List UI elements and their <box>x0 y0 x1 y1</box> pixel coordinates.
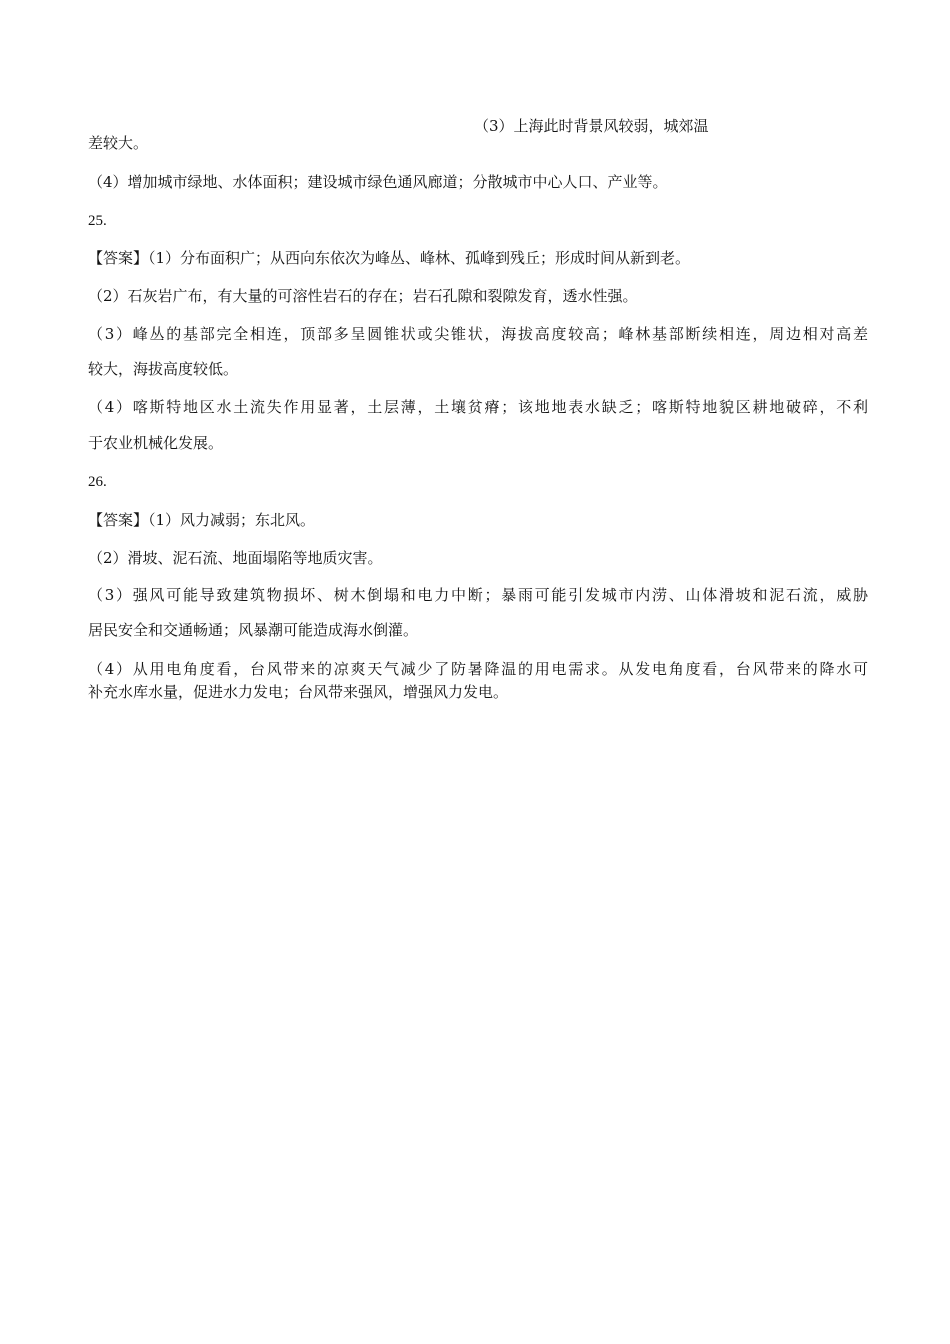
q26-answer-2: （2）滑坡、泥石流、地面塌陷等地质灾害。 <box>88 549 383 567</box>
q25-answer-3-line2: 较大，海拔高度较低。 <box>88 360 239 378</box>
q26-answer-1: 【答案】（1）风力减弱；东北风。 <box>88 511 316 529</box>
q26-answer-3-line1: （3）强风可能导致建筑物损坏、树木倒塌和电力中断；暴雨可能引发城市内涝、山体滑坡和泥石流，威胁 <box>88 586 868 604</box>
q26-number: 26. <box>88 474 107 490</box>
q24-answer-3-part1: （3）上海此时背景风较弱，城郊温 <box>474 117 709 135</box>
q26-answer-4-line2: 补充水库水量，促进水力发电；台风带来强风，增强风力发电。 <box>88 683 509 701</box>
q26-answer-4-line1: （4）从用电角度看，台风带来的凉爽天气减少了防暑降温的用电需求。从发电角度看，台风带来的降水可 <box>88 660 868 678</box>
q25-answer-3-line1: （3）峰丛的基部完全相连，顶部多呈圆锥状或尖锥状，海拔高度较高；峰林基部断续相连，周边相对高差 <box>88 325 868 343</box>
q25-answer-4-line2: 于农业机械化发展。 <box>88 434 224 452</box>
q25-answer-4-line1: （4）喀斯特地区水土流失作用显著，土层薄，土壤贫瘠；该地地表水缺乏；喀斯特地貌区耕地破碎，不利 <box>88 398 868 416</box>
q26-answer-3-line2: 居民安全和交通畅通；风暴潮可能造成海水倒灌。 <box>88 621 419 639</box>
q25-answer-2: （2）石灰岩广布，有大量的可溶性岩石的存在；岩石孔隙和裂隙发育，透水性强。 <box>88 287 638 305</box>
q24-answer-4: （4）增加城市绿地、水体面积；建设城市绿色通风廊道；分散城市中心人口、产业等。 <box>88 173 668 191</box>
q24-answer-3-part2: 差较大。 <box>88 134 149 152</box>
q25-answer-1: 【答案】（1）分布面积广；从西向东依次为峰丛、峰林、孤峰到残丘；形成时间从新到老。 <box>88 249 691 267</box>
q25-number: 25. <box>88 213 107 229</box>
